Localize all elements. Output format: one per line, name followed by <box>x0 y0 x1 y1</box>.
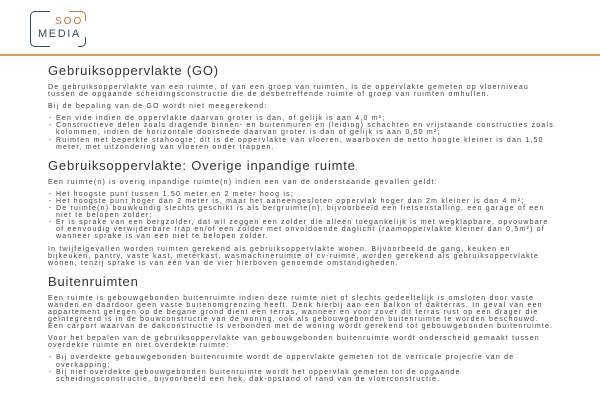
list-overig-cases <box>48 191 554 241</box>
section-heading-overige-inpandige-ruimte: Gebruiksoppervlakte: Overige inpandige ruimte <box>48 157 356 173</box>
paragraph-buitenruimte-definition: Een ruimte is gebouwgebonden buitenruimte indien deze ruimte niet of slechts gedeeltelijk is omsloten door vaste wanden en daardoor geen vaste buitenomgrenzing heeft. Denk hierbij aan een balkon of dakterras. In geval van een appartement gelegen op de begane grond dient een terras, wanneer en voor zover dit terras rust op een drager die geïntegreerd is in de bouwconstructie van de woning, ook als gebouwgebonden buitenruimte te worden beschouwd. Een carport waarvan de dakconstructie is verbonden met de woning wordt gerekend tot gebouwgebonden buitenruimte. <box>48 294 554 331</box>
logo-text-soo: SOO <box>55 16 84 27</box>
section-heading-gebruiksoppervlakte-go: Gebruiksoppervlakte (GO) <box>48 63 219 78</box>
list-buitenruimte-meting <box>48 354 554 382</box>
logo-text-media: MEDIA <box>38 28 81 40</box>
list-go-exclusions <box>48 115 554 150</box>
list-item: - Ruimten met beperkte stahoogte; dit is de oppervlakte van vloeren, waarboven de netto hoogte kleiner is dan 1,50 meter, met uitzondering van vloeren onder trappen. <box>48 137 554 151</box>
paragraph-go-definition: De gebruiksoppervlakte van een ruimte, of van een groep van ruimten, is de oppervlakte gemeten op vloerniveau tussen de opgaande scheidingsconstructie die de desbetreffende ruimte of groep van ruimten omhullen. <box>48 84 530 99</box>
paragraph-twijfelgevallen: In twijfelgevallen worden ruimten gerekend als gebruiksoppervlakte wonen. Bijvoorbeeld de gang, keuken en bijkeuken, pantry, vaste kast, meterkast, wasmachineruimte of cv-ruimte, worden gerekend als gebruiksoppervlakte wonen, tenzij sprake is van één van de vier hierboven genoemde omstandigheden. <box>48 245 540 267</box>
paragraph-go-intro-list: Bij de bepaling van de GO wordt niet meegerekend: <box>48 103 268 111</box>
paragraph-overig-intro: Een ruimte(n) is overig inpandige ruimte(n) indien een van de onderstaande gevallen geldt: <box>48 178 438 186</box>
list-item: - Het hoogste punt tussen 1.50 meter en 2 meter hoog is; <box>48 191 554 198</box>
section-heading-buitenruimten: Buitenruimten <box>48 273 139 289</box>
list-item: - De ruimte(n) bouwkundig slechts geschikt is als bergruimte(n), bijvoorbeeld een fietsenstalling, een garage of een niet te belopen zolder; <box>48 205 554 219</box>
list-item: - Bij overdekte gebouwgebonden buitenruimte wordt de oppervlakte gemeten tot de verticale projectie van de overkapping; <box>48 354 554 368</box>
document-body <box>48 64 554 388</box>
list-item: - Constructieve delen zoals dragende binnen- en buitenmuren en (leiding) schachten en vrijstaande constructies zoals kolommen, indien de horizontale doorsnede daarvan groter is dan of gelijk is aan 0,50 m²; <box>48 122 554 136</box>
list-item: - Er is sprake van een bergzolder, dat wil zeggen een zolder die alleen toegankelijk is met wegklapbare, opvouwbare of eenvoudig verwijderbare trap en/of een zolder met onvoldoende daglicht (raamoppervlakte kleiner dan 0,5m²) of wanneer sprake is van een niet te belopen zolder. <box>48 219 554 240</box>
list-item: - Een vide indien de oppervlakte daarvan groter is dan, of gelijk is aan 4,0 m²; <box>48 115 554 122</box>
list-item: - Het hoogste punt hoger dan 2 meter is, maar het aaneengesloten oppervlak hoger dan 2m kleiner is dan 4 m²; <box>48 198 554 205</box>
list-item: - Bij niet overdekte gebouwgebonden buitenruimte wordt het oppervlak gemeten tot de opgaande scheidingsconstructie, bijvoorbeeld een hek, dak-opstand of rand van de vloerconstructie. <box>48 369 554 383</box>
soo-media-logo <box>30 11 86 47</box>
header-divider <box>0 54 600 56</box>
paragraph-buitenruimte-onderscheid: Voor het bepalen van de gebruiksoppervlakte van gebouwgebonden buitenruimte wordt onderscheid gemaakt tussen overdekte ruimte en niet overdekte ruimte: <box>48 335 540 350</box>
